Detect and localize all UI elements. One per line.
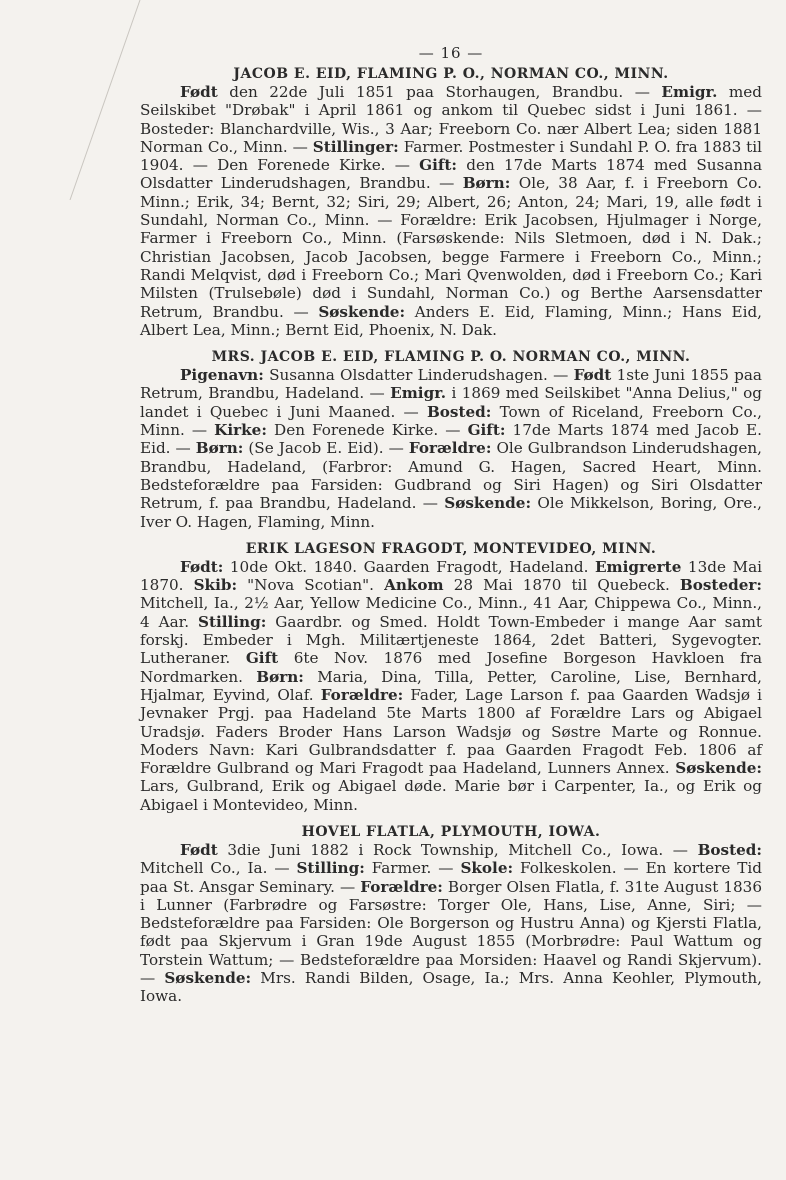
entry-text: 28 Mai 1870 til Quebeck. xyxy=(443,576,680,595)
entries-list xyxy=(140,66,762,1006)
field-label: Født xyxy=(180,840,218,859)
entry-text: med Seilskibet "Drøbak" i April 1861 og ankom til Quebec sidst i Juni 1861. —Bosteder: Blanchardville, Wis., 3 Aar; Freeborn Co. nær Albert Lea; siden 1881 Norman Co., Minn. — xyxy=(140,83,762,156)
entry-text: 13de Mai 1870. xyxy=(140,557,762,595)
entry-text: Fader, Lage Larson f. paa Gaarden Wadsjø i Jevnaker Prgj. paa Hadeland 5te Marts 1800 af Forældre Lars og Abigael Uradsjø. Faders Broder Hans Larson Wadsjø og Søstre Marte og Ronnue. Moders Navn: Kari Gulbrandsdatter f. paa Gaarden Fragodt Feb. 1806 af Forældre Gulbrand og Mari Fragodt paa Hadeland, Lunners Annex. xyxy=(140,685,762,778)
field-label: Forældre: xyxy=(320,685,404,704)
entry-text: 17de Marts 1874 med Jacob E. Eid. — xyxy=(140,421,762,458)
entry-text: Mitchell Co., Ia. — xyxy=(140,859,297,878)
entry-text: Ole Mikkelson, Boring, Ore., Iver O. Hagen, Flaming, Minn. xyxy=(140,494,762,531)
entry-text: 10de Okt. 1840. Gaarden Fragodt, Hadeland. xyxy=(223,557,595,576)
entry-text: 6te Nov. 1876 med Josefine Borgeson Havkloen fra Nordmarken. xyxy=(140,649,762,686)
field-label: Børn: xyxy=(195,439,244,458)
page-number: — 16 — xyxy=(418,44,484,62)
entry-text: Anders E. Eid, Flaming, Minn.; Hans Eid, Albert Lea, Minn.; Bernt Eid, Phoenix, N. Dak. xyxy=(140,302,763,339)
entry-text: den 22de Juli 1851 paa Storhaugen, Brandbu. — xyxy=(217,83,662,101)
field-label: Søskende: xyxy=(164,969,252,988)
entry xyxy=(140,349,762,531)
entry-body xyxy=(140,83,762,339)
field-label: Stilling: xyxy=(296,859,365,878)
entry-text: i 1869 med Seilskibet "Anna Delius," og landet i Quebec i Juni Maaned. — xyxy=(140,384,762,421)
field-label: Skole: xyxy=(460,859,514,878)
entry-text: Farmer. — xyxy=(364,859,461,878)
entry-heading: MRS. JACOB E. EID, FLAMING P. O. NORMAN CO., MINN. xyxy=(211,349,691,366)
field-label: Emigr. xyxy=(661,83,718,101)
entry-text: Ole Gulbrandson Linderudshagen, Brandbu, Hadeland, (Farbror: Amund G. Hagen, Sacred Heart, Minn. Bedsteforældre paa Farsiden: Gudbrand og Siri Hagen) og Siri Olsdatter Retrum, f. paa Brandbu, Hadeland. — xyxy=(140,439,762,513)
field-label: Børn: xyxy=(462,174,511,193)
entry-body xyxy=(140,366,762,531)
entry-text: 3die Juni 1882 i Rock Township, Mitchell Co., Iowa. — xyxy=(217,840,698,859)
entry xyxy=(140,824,762,1006)
entry-heading: JACOB E. EID, FLAMING P. O., NORMAN CO., MINN. xyxy=(233,66,669,82)
field-label: Stillinger: xyxy=(312,137,399,156)
entry-text: Folkeskolen. — En kortere Tid paa St. Ansgar Seminary. — xyxy=(140,859,762,896)
entry-text: Maria, Dina, Tilla, Petter, Caroline, Lise, Bernhard, Hjalmar, Eyvind, Olaf. xyxy=(140,667,762,704)
entry-text: Lars, Gulbrand, Erik og Abigael døde. Marie bør i Carpenter, Ia., og Erik og Abigael i Montevideo, Minn. xyxy=(140,777,762,814)
field-label: Emigr. xyxy=(390,384,447,403)
entry-heading: ERIK LAGESON FRAGODT, MONTEVIDEO, MINN. xyxy=(245,540,657,557)
field-label: Pigenavn: xyxy=(180,366,264,385)
entry-text: Town of Riceland, Freeborn Co., Minn. — xyxy=(140,402,762,440)
field-label: Født xyxy=(180,83,218,101)
entry-text: Borger Olsen Flatla, f. 31te August 1836 i Lunner (Farbrødre og Farsøstre: Torger Ole, Hans, Lise, Anne, Siri; — Bedsteforældre paa Farsiden: Ole Borgerson og Hustru Anna) og Kjersti Flatla, født paa Skjervum i Gran 19de August 1855 (Morbrødre: Paul Wattum og Torstein Wattum; — Bedsteforældre paa Morsiden: Haavel og Randi Skjervum). — xyxy=(140,877,762,988)
field-label: Forældre: xyxy=(360,877,443,896)
field-label: Bosted: xyxy=(426,402,492,421)
entry-heading: HOVEL FLATLA, PLYMOUTH, IOWA. xyxy=(301,823,601,840)
field-label: Børn: xyxy=(256,667,304,686)
entry-text: 1ste Juni 1855 paa Retrum, Brandbu, Hadeland. — xyxy=(140,366,762,403)
entry-text: Farmer. Postmester i Sundahl P. O. fra 1883 til 1904. — Den Forenede Kirke. — xyxy=(140,137,762,175)
entry xyxy=(140,66,762,339)
entry-body xyxy=(140,558,762,814)
field-label: Bosted: xyxy=(697,840,762,859)
field-label: Gift: xyxy=(419,156,458,175)
document-page xyxy=(140,44,762,1016)
entry-text: den 17de Marts 1874 med Susanna Olsdatter Linderudshagen, Brandbu. — xyxy=(140,156,762,193)
entry-text: Susanna Olsdatter Linderudshagen. — xyxy=(263,366,574,385)
field-label: Stilling: xyxy=(197,612,267,631)
entry-text: Mrs. Randi Bilden, Osage, Ia.; Mrs. Anna Keohler, Plymouth, Iowa. xyxy=(140,969,762,1006)
entry-text: Mitchell, Ia., 2½ Aar, Yellow Medicine Co., Minn., 41 Aar, Chippewa Co., Minn., 4 Aar. xyxy=(140,594,762,631)
entry-text: "Nova Scotian". xyxy=(237,576,385,595)
field-label: Emigrerte xyxy=(594,557,682,576)
page-fold-line xyxy=(0,0,160,200)
field-label: Født xyxy=(573,366,612,385)
field-label: Bosteder: xyxy=(679,576,762,595)
field-label: Født: xyxy=(180,557,224,576)
field-label: Forældre: xyxy=(408,439,492,458)
entry-text: (Se Jacob E. Eid). — xyxy=(243,439,409,458)
field-label: Skib: xyxy=(193,576,238,595)
field-label: Ankom xyxy=(384,576,444,595)
field-label: Søskende: xyxy=(444,494,532,513)
field-label: Gift xyxy=(245,649,279,668)
entry-text: Ole, 38 Aar, f. i Freeborn Co. Minn.; Erik, 34; Bernt, 32; Siri, 29; Albert, 26; Anton, 24; Mari, 19, alle født i Sundahl, Norman Co., Minn. — Forældre: Erik Jacobsen, Hjulmager i Norge, Farmer i Freeborn Co., Minn. (Farsøskende: Nils Sletmoen, død i N. Dak.; Christian Jacobsen, Jacob Jacobsen, begge Farmere i Freeborn Co., Minn.; Randi Melqvist, død i Freeborn Co.; Mari Qvenwolden, død i Freeborn Co.; Kari Milsten (Trulsebøle) død i Sundahl, Norman Co.) og Berthe Aarsensdatter Retrum, Brandbu. — xyxy=(140,174,762,321)
entry xyxy=(140,541,762,814)
entry-text: Den Forenede Kirke. — xyxy=(266,421,468,440)
entry-body xyxy=(140,841,762,1006)
field-label: Søskende: xyxy=(675,759,762,778)
entry-text: Gaardbr. og Smed. Holdt Town-Embeder i mange Aar samt forskj. Embeder i Mgh. Militærtjeneste 1864, 2det Batteri, Sygevogter. Lutheraner. xyxy=(140,612,762,668)
field-label: Søskende: xyxy=(318,302,406,321)
field-label: Gift: xyxy=(467,421,506,440)
field-label: Kirke: xyxy=(214,421,267,440)
